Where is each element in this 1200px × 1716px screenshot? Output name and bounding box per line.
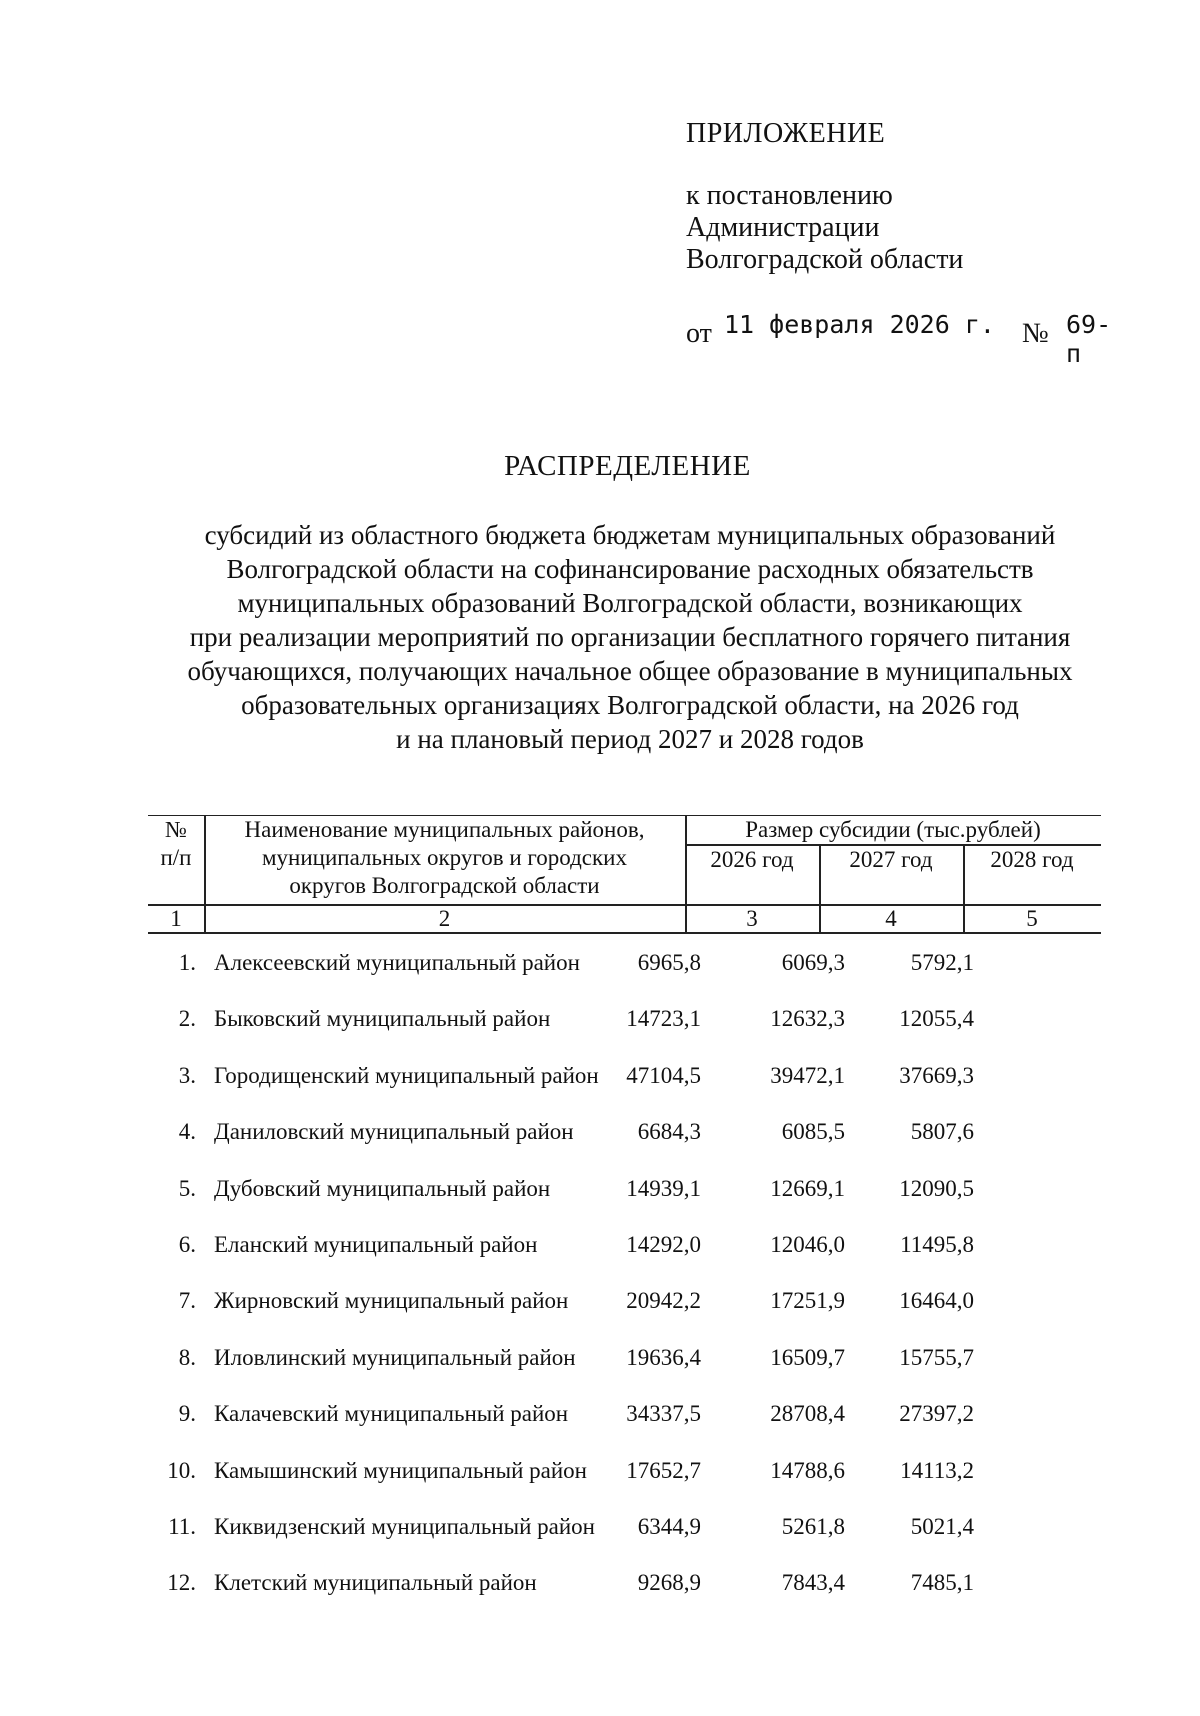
header-name-line: муниципальных округов и городских (262, 845, 627, 870)
subsidy-table (148, 815, 1101, 1621)
row-index: 6. (178, 1231, 196, 1257)
table-row (148, 1564, 1101, 1620)
row-value-2026: 17652,7 (626, 1457, 701, 1483)
row-value-2026: 6344,9 (637, 1513, 701, 1539)
row-value-2026: 6684,3 (637, 1119, 701, 1145)
row-value-2027: 28708,4 (770, 1401, 845, 1427)
row-district-name: Даниловский муниципальный район (214, 1119, 574, 1145)
table-row (148, 1113, 1101, 1169)
row-value-2027: 5261,8 (781, 1513, 845, 1539)
row-district-name: Иловлинский муниципальный район (214, 1344, 576, 1370)
row-value-2026: 47104,5 (626, 1062, 701, 1088)
row-value-2027: 16509,7 (770, 1344, 845, 1370)
row-value-2026: 6965,8 (637, 950, 701, 975)
row-district-name: Быковский муниципальный район (214, 1006, 551, 1032)
row-index: 8. (178, 1344, 196, 1370)
row-value-2027: 12046,0 (770, 1231, 845, 1257)
subtitle-line: обучающихся, получающих начальное общее образование в муниципальных (187, 656, 1073, 686)
header-num-line: п/п (160, 845, 192, 870)
row-value-2028: 5021,4 (910, 1513, 974, 1539)
header-subsidy-group: Размер субсидии (тыс.рублей) (745, 817, 1041, 842)
row-index: 11. (168, 1513, 196, 1539)
row-district-name: Дубовский муниципальный район (214, 1175, 551, 1201)
row-value-2026: 19636,4 (626, 1344, 701, 1370)
header-name-line: Наименование муниципальных районов, (244, 817, 645, 842)
row-value-2026: 9268,9 (637, 1570, 701, 1596)
row-value-2028: 11495,8 (900, 1231, 974, 1257)
header-year-2027: 2027 год (849, 847, 933, 872)
row-value-2028: 27397,2 (899, 1401, 974, 1427)
document-title: РАСПРЕДЕЛЕНИЕ (504, 450, 751, 482)
row-value-2027: 17251,9 (770, 1288, 845, 1314)
header-year-2028: 2028 год (990, 847, 1074, 872)
header-num (148, 816, 204, 872)
document-date: 11 февраля 2026 г. (724, 310, 995, 339)
table-header (148, 815, 1101, 934)
header-year-2026: 2026 год (710, 847, 794, 872)
table-row (148, 944, 1101, 1000)
table-row (148, 1452, 1101, 1508)
table-row (148, 1000, 1101, 1056)
row-district-name: Еланский муниципальный район (214, 1231, 538, 1257)
subtitle-line: субсидий из областного бюджета бюджетам муниципальных образований (204, 520, 1056, 550)
row-value-2027: 12632,3 (770, 1006, 845, 1032)
row-value-2027: 7843,4 (781, 1570, 845, 1596)
row-value-2028: 5792,1 (910, 950, 974, 975)
row-index: 9. (178, 1401, 196, 1427)
row-value-2028: 14113,2 (900, 1457, 974, 1483)
row-district-name: Киквидзенский муниципальный район (214, 1513, 595, 1539)
row-index: 12. (167, 1570, 196, 1596)
table-row (148, 1226, 1101, 1282)
table-row (148, 1395, 1101, 1451)
row-district-name: Городищенский муниципальный район (214, 1062, 599, 1088)
row-index: 7. (178, 1288, 196, 1314)
date-prefix: от (686, 318, 712, 349)
row-district-name: Клетский муниципальный район (214, 1570, 537, 1596)
row-value-2026: 14723,1 (626, 1006, 701, 1032)
row-index: 10. (167, 1457, 196, 1483)
row-value-2027: 39472,1 (770, 1062, 845, 1088)
appendix-block (686, 118, 963, 276)
row-district-name: Калачевский муниципальный район (214, 1401, 569, 1427)
table-row (148, 1170, 1101, 1226)
date-number-line (686, 310, 1116, 368)
subtitle-line: и на плановый период 2027 и 2028 годов (396, 724, 864, 754)
row-value-2027: 14788,6 (770, 1457, 845, 1483)
row-value-2028: 5807,6 (910, 1119, 974, 1145)
row-value-2026: 14292,0 (626, 1231, 701, 1257)
header-num-line: № (165, 817, 187, 842)
table-row (148, 1508, 1101, 1564)
header-col-number: 1 (170, 906, 182, 931)
row-value-2026: 34337,5 (626, 1401, 701, 1427)
table-body (148, 944, 1101, 1621)
row-index: 5. (178, 1175, 196, 1201)
row-index: 1. (178, 950, 196, 975)
appendix-line: Администрации (686, 212, 880, 243)
subtitle-line: при реализации мероприятий по организации бесплатного горячего питания (189, 622, 1071, 652)
row-value-2028: 12055,4 (899, 1006, 974, 1032)
appendix-title: ПРИЛОЖЕНИЕ (686, 118, 886, 149)
row-value-2028: 15755,7 (899, 1344, 974, 1370)
header-col-number: 4 (885, 906, 897, 931)
row-value-2027: 6085,5 (781, 1119, 845, 1145)
document-subtitle (160, 518, 1100, 756)
row-value-2026: 20942,2 (626, 1288, 701, 1314)
row-value-2028: 16464,0 (899, 1288, 974, 1314)
header-col-number: 3 (746, 906, 758, 931)
header-col-number: 5 (1026, 906, 1038, 931)
row-value-2027: 12669,1 (770, 1175, 845, 1201)
document-number: 69-п (1066, 310, 1112, 368)
row-value-2026: 14939,1 (626, 1175, 701, 1201)
subtitle-line: муниципальных образований Волгоградской области, возникающих (237, 588, 1023, 618)
number-sign: № (1022, 318, 1049, 349)
row-index: 4. (178, 1119, 196, 1145)
row-value-2027: 6069,3 (781, 950, 845, 975)
row-district-name: Камышинский муниципальный район (214, 1457, 587, 1483)
row-value-2028: 37669,3 (899, 1062, 974, 1088)
row-index: 3. (178, 1062, 196, 1088)
header-name (204, 816, 685, 900)
row-district-name: Алексеевский муниципальный район (214, 950, 580, 975)
subtitle-line: образовательных организациях Волгоградской области, на 2026 год (241, 690, 1019, 720)
header-name-line: округов Волгоградской области (289, 873, 600, 898)
table-row (148, 1339, 1101, 1395)
appendix-line: к постановлению (686, 180, 893, 211)
row-value-2028: 12090,5 (899, 1175, 974, 1201)
row-index: 2. (178, 1006, 196, 1032)
table-row (148, 1057, 1101, 1113)
row-value-2028: 7485,1 (910, 1570, 974, 1596)
header-col-number: 2 (438, 906, 451, 931)
subtitle-line: Волгоградской области на софинансирование расходных обязательств (226, 554, 1034, 584)
row-district-name: Жирновский муниципальный район (214, 1288, 569, 1314)
appendix-line: Волгоградской области (686, 244, 964, 275)
table-row (148, 1282, 1101, 1338)
